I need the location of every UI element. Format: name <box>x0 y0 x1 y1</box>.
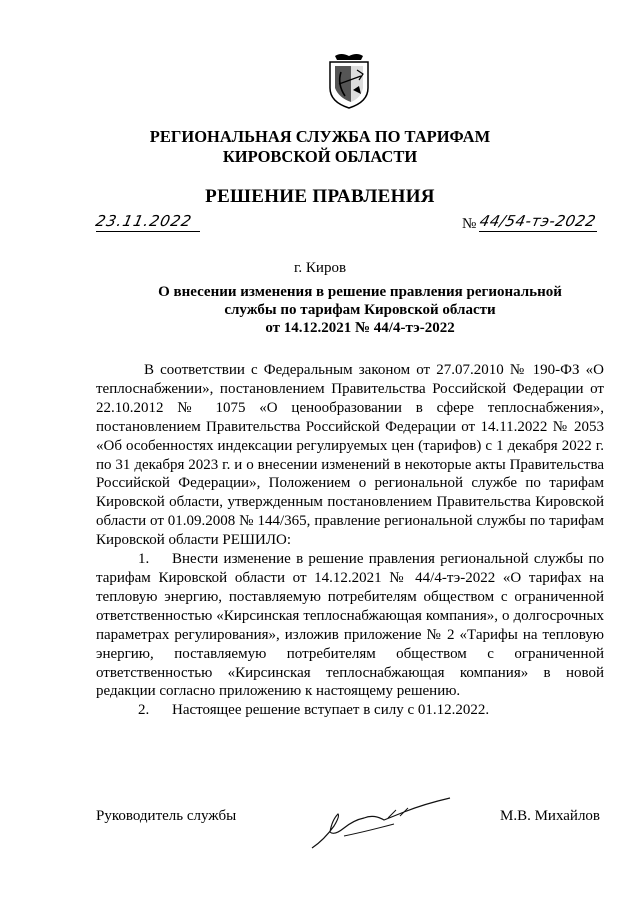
date-underline <box>96 231 200 232</box>
document-number: 44/54-тэ-2022 <box>478 212 598 230</box>
intro-paragraph: В соответствии с Федеральным законом от 27.07.2010 № 190-ФЗ «О теплоснабжении», постановлением Правительства Российской Федерации от 22.10.2012 № 1075 «О ценообразовании в сфере теплоснабжения», постановлением Правительства Российской Федерации от 14.11.2022 № 2053 «Об особенностях индексации регулируемых цен (тарифов) с 1 декабря 2022 г. по 31 декабря 2023 г. и о внесении изменений в некоторые акты Правительства Российской Федерации», Положением о региональной службе по тарифам Кировской области, утвержденным постановлением Правительства Кировской области от 01.09.2008 № 144/365, правление региональной службы по тарифам Кировской области РЕШИЛО: <box>96 362 604 549</box>
document-date: 23.11.2022 <box>94 212 194 230</box>
item-1 <box>96 550 604 701</box>
number-sign: № <box>462 216 477 232</box>
document-body <box>96 361 604 720</box>
item-2-marker: 2. <box>138 702 150 719</box>
document-type: РЕШЕНИЕ ПРАВЛЕНИЯ <box>205 186 435 207</box>
item-1-text: Внести изменение в решение правления региональной службы по тарифам Кировской области от 14.12.2021 № 44/4-тэ-2022 «О тарифах на тепловую энергию, поставляемую потребителям обществом с ограниченной ответственностью «Кирсинская теплоснабжающая компания», о долгосрочных параметрах регулирования», изложив приложение № 2 «Тарифы на тепловую энергию, поставляемую потребителям обществом с ограниченной ответственностью «Кирсинская теплоснабжающая компания» в новой редакции согласно приложению к настоящему решению. <box>96 551 604 700</box>
handwritten-signature <box>304 796 454 856</box>
item-1-marker: 1. <box>138 551 150 568</box>
coat-of-arms-icon <box>327 50 371 110</box>
org-name-line2: КИРОВСКОЙ ОБЛАСТИ <box>222 147 418 166</box>
org-name-line1: РЕГИОНАЛЬНАЯ СЛУЖБА ПО ТАРИФАМ <box>149 127 491 146</box>
signatory-name: М.В. Михайлов <box>500 808 601 824</box>
subject-line2: службы по тарифам Кировской области <box>224 302 496 318</box>
subject-line1: О внесении изменения в решение правления региональной <box>158 284 562 300</box>
subject-line3: от 14.12.2021 № 44/4-тэ-2022 <box>265 320 455 336</box>
item-2-text: Настоящее решение вступает в силу с 01.12.2022. <box>172 702 490 719</box>
item-2 <box>96 701 604 720</box>
city: г. Киров <box>293 260 347 276</box>
signatory-position: Руководитель службы <box>96 808 237 824</box>
number-underline <box>479 231 597 232</box>
